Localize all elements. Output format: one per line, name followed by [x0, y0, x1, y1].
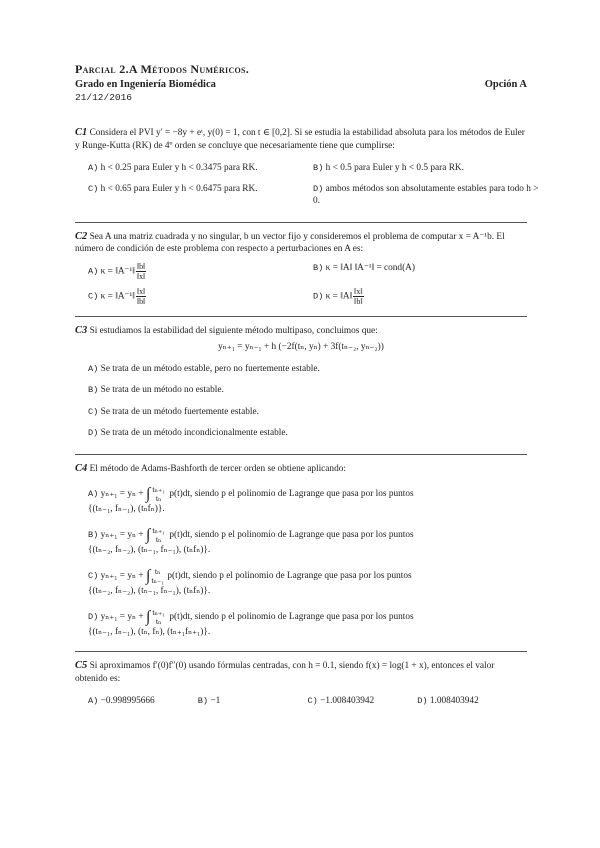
question-text: El método de Adams-Bashforth de tercer orden se obtiene aplicando:	[89, 463, 346, 474]
option-a[interactable]: A) κ = ‖A⁻¹‖ $\frac{‖b‖}{‖x‖}$	[88, 261, 146, 281]
exam-date: 21/12/2016	[75, 92, 133, 103]
question-c1	[75, 127, 539, 208]
option-b[interactable]: B) Se trata de un método no estable.	[88, 385, 224, 395]
option-d[interactable]: D) 1.008403942	[417, 696, 479, 706]
option-a[interactable]: A) yₙ₊₁ = yₙ + ∫ tₙ₊₁ tₙ p(t)dt, siendo p el polinomio de Lagrange que pasa por los puntos {(tₙ₋₁, fₙ₋₁), (tₙfₙ)}.	[88, 485, 414, 514]
question-text: Sea A una matriz cuadrada y no singular, b un vector fijo y consideremos el problema de computar x = A⁻¹b. El número de condición de este problema con respecto a perturbaciones en A es:	[75, 231, 505, 254]
options-list	[88, 363, 527, 440]
degree-name: Grado en Ingeniería Biomédica	[75, 79, 216, 90]
question-c5	[75, 660, 527, 708]
method-equation: yₙ₊₁ = yₙ₋₁ + h (−2f(tₙ, yₙ) + 3f(tₙ₋₂, yₙ₋₂))	[218, 342, 384, 352]
question-label: C3	[75, 324, 88, 336]
exam-title: Parcial 2.A Métodos Numéricos.	[75, 62, 250, 76]
option-a[interactable]: A) h < 0.25 para Euler y h < 0.3475 para RK.	[88, 163, 258, 173]
option-b[interactable]: B) yₙ₊₁ = yₙ + ∫ tₙ₊₁ tₙ p(t)dt, siendo p el polinomio de Lagrange que pasa por los puntos {(tₙ₋₂, fₙ₋₂), (tₙ₋₁, fₙ₋₁), (tₙfₙ)}.	[88, 526, 414, 555]
question-label: C4	[75, 462, 88, 474]
option-b[interactable]: B) −1	[197, 696, 221, 706]
question-text: Considera el PVI y′ = −8y + eᵗ, y(0) = 1, con t ∈ [0,2]. Si se estudia la estabilidad absoluta para los métodos de Euler y Runge-Kutta (RK) de 4º orden se concluye que necesariamente tiene que cumplirse:	[75, 128, 525, 151]
integral-icon: ∫	[145, 567, 151, 585]
option-d[interactable]: D) Se trata de un método incondicionalmente estable.	[88, 428, 288, 438]
question-label: C5	[75, 660, 88, 671]
question-label: C2	[75, 230, 88, 242]
option-d[interactable]: D) κ = ‖A‖ $\frac{‖x‖}{‖b‖}$	[313, 286, 363, 306]
option-b[interactable]: B) κ = ‖A‖ ‖A⁻¹‖ = cond(A)	[313, 262, 415, 273]
integral-icon: ∫	[145, 526, 151, 544]
option-a[interactable]: A) Se trata de un método estable, pero no fuertemente estable.	[88, 363, 320, 374]
question-c3	[75, 325, 527, 440]
header-row	[75, 79, 527, 90]
option-c[interactable]: C) Se trata de un método fuertemente estable.	[88, 406, 259, 417]
divider	[75, 651, 527, 652]
divider	[75, 454, 527, 455]
option-c[interactable]: C) −1.008403942	[307, 696, 375, 706]
option-d[interactable]: D) yₙ₊₁ = yₙ + ∫ tₙ₊₁ tₙ p(t)dt, siendo p el polinomio de Lagrange que pasa por los puntos {(tₙ₋₁, fₙ₋₁), (tₙ, fₙ), (tₙ₊₁fₙ₊₁)}.	[88, 608, 414, 637]
options-grid	[88, 262, 527, 306]
question-text: Si estudiamos la estabilidad del siguiente método multipaso, concluimos que:	[89, 325, 378, 336]
option-label: Opción A	[484, 79, 527, 90]
option-b[interactable]: B) h < 0.5 para Euler y h < 0.5 para RK.	[313, 163, 464, 173]
options-row	[88, 695, 527, 708]
question-c2	[75, 231, 527, 306]
option-c[interactable]: C) h < 0.65 para Euler y h < 0.6475 para RK.	[88, 183, 258, 194]
divider	[75, 316, 527, 317]
option-c[interactable]: C) κ = ‖A⁻¹‖ $\frac{‖x‖}{‖b‖}$	[88, 286, 146, 306]
integral-icon: ∫	[145, 485, 151, 503]
integral-icon: ∫	[145, 608, 151, 626]
option-a[interactable]: A) −0.998995666	[88, 696, 155, 706]
question-c4	[75, 463, 527, 640]
option-d[interactable]: D) ambos métodos son absolutamente estables para todo h > 0.	[313, 183, 539, 206]
options-grid	[88, 162, 539, 208]
exam-page	[75, 62, 539, 708]
question-label: C1	[75, 127, 88, 138]
divider	[75, 222, 527, 223]
question-text: Si aproximamos f′(0)f″(0) usando fórmulas centradas, con h = 0.1, siendo f(x) = log(1 + x), entonces el valor obtenido es:	[75, 661, 495, 684]
option-c[interactable]: C) yₙ₊₁ = yₙ + ∫ tₙ tₙ₋₁ p(t)dt, siendo p el polinomio de Lagrange que pasa por los puntos {(tₙ₋₂, fₙ₋₂), (tₙ₋₁, fₙ₋₁), (tₙfₙ)}.	[88, 567, 412, 596]
